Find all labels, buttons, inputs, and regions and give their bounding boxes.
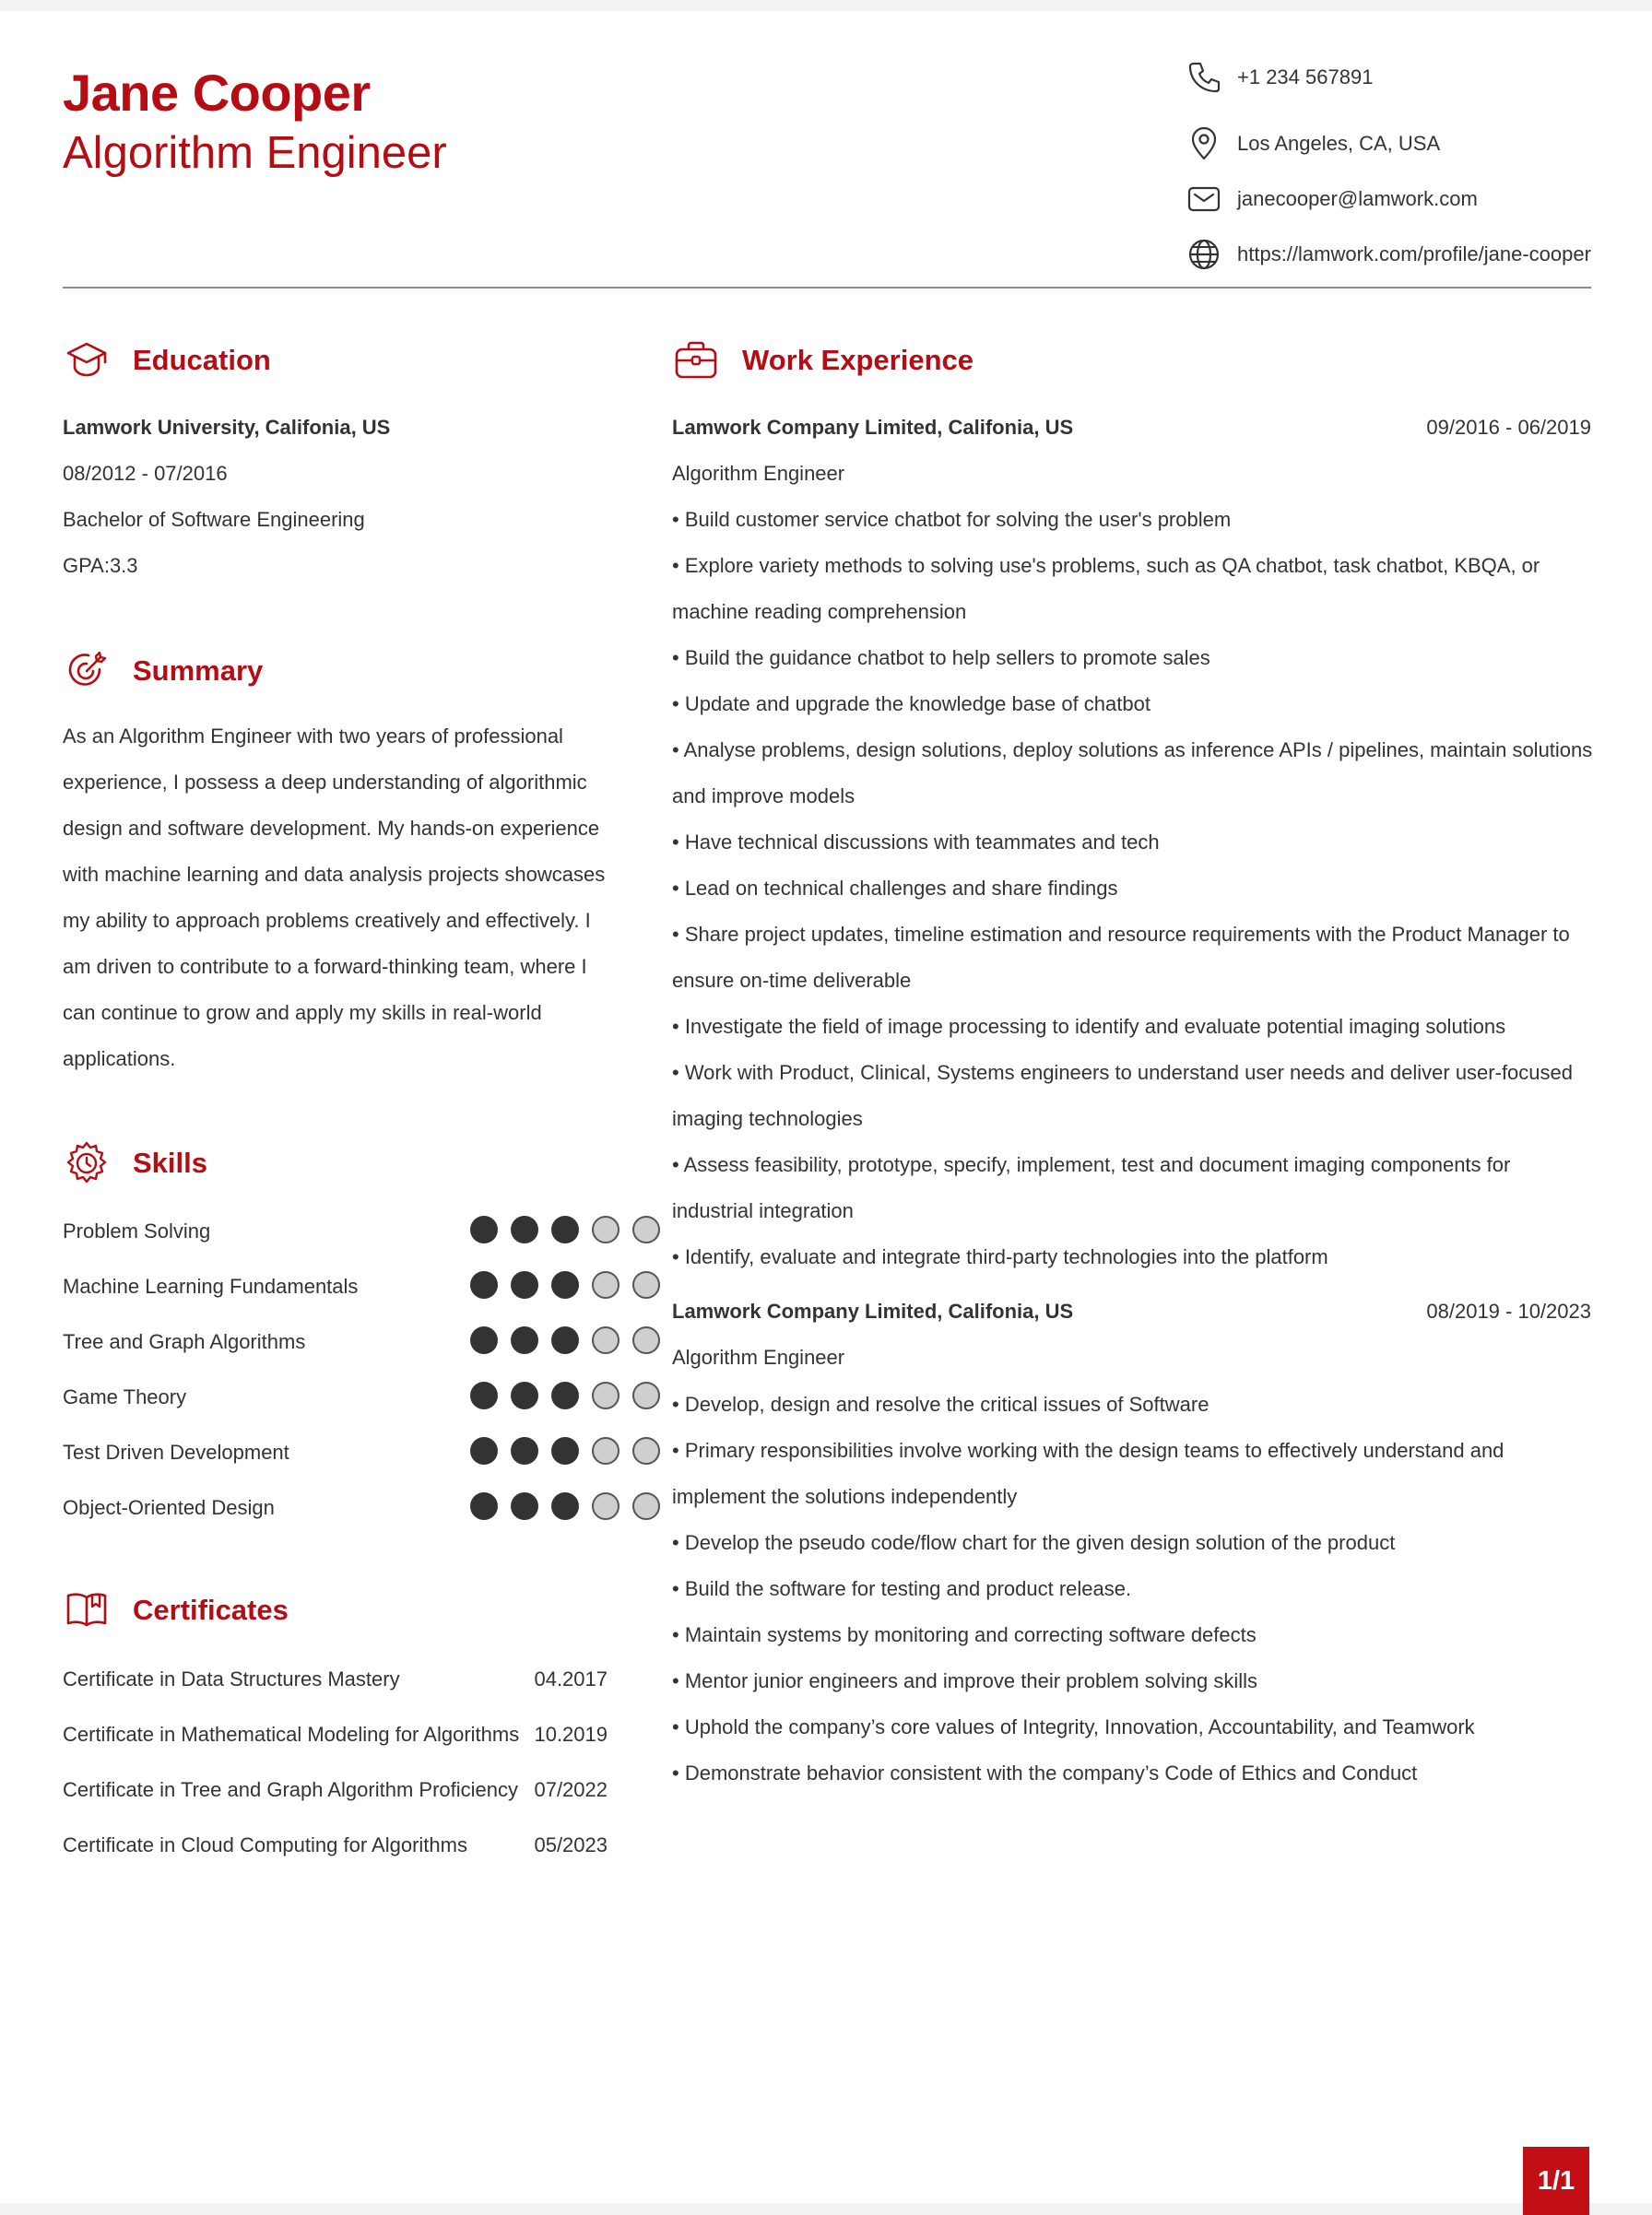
job-bullet: • Explore variety methods to solving use's problems, such as QA chatbot, task chatbot, KBQA, or machine reading comprehension bbox=[672, 554, 1540, 623]
job-responsibilities bbox=[672, 497, 1594, 1280]
education-degree: Bachelor of Software Engineering bbox=[63, 508, 365, 531]
rating-dot-empty bbox=[632, 1382, 660, 1409]
job-bullet: • Have technical discussions with teammates and tech bbox=[672, 831, 1160, 854]
skill-item bbox=[63, 1269, 607, 1306]
job-bullet: • Share project updates, timeline estimation and resource requirements with the Product Manager to ensure on-time deliverable bbox=[672, 923, 1570, 992]
rating-dot-filled bbox=[551, 1216, 579, 1243]
job-bullet: • Assess feasibility, prototype, specify, implement, test and document imaging components for industrial integration bbox=[672, 1153, 1511, 1222]
job-bullet: • Build the guidance chatbot to help sellers to promote sales bbox=[672, 646, 1210, 669]
rating-dot-empty bbox=[592, 1492, 620, 1520]
rating-dot-filled bbox=[511, 1326, 538, 1354]
rating-dot-filled bbox=[551, 1326, 579, 1354]
page-indicator: 1/1 bbox=[1523, 2147, 1589, 2215]
rating-dot-filled bbox=[470, 1216, 498, 1243]
skills-section-header bbox=[63, 1137, 207, 1189]
job-company: Lamwork Company Limited, Califonia, US bbox=[672, 416, 1074, 439]
skill-rating bbox=[470, 1326, 673, 1354]
job-bullet: • Analyse problems, design solutions, deploy solutions as inference APIs / pipelines, maintain solutions and improve models bbox=[672, 738, 1593, 807]
contact-location-text: Los Angeles, CA, USA bbox=[1237, 132, 1441, 155]
skill-item bbox=[63, 1490, 607, 1527]
rating-dot-filled bbox=[511, 1437, 538, 1465]
rating-dot-empty bbox=[592, 1326, 620, 1354]
education-school: Lamwork University, Califonia, US bbox=[63, 416, 391, 439]
header-divider bbox=[63, 287, 1591, 289]
graduation-cap-icon bbox=[63, 336, 111, 384]
rating-dot-empty bbox=[632, 1216, 660, 1243]
contact-email[interactable] bbox=[1186, 181, 1478, 218]
envelope-icon bbox=[1186, 181, 1222, 218]
contact-website-link[interactable]: https://lamwork.com/profile/jane-cooper bbox=[1237, 242, 1591, 265]
rating-dot-filled bbox=[511, 1492, 538, 1520]
job-header bbox=[672, 416, 1591, 447]
job-dates: 08/2019 - 10/2023 bbox=[1426, 1300, 1591, 1323]
skill-item bbox=[63, 1435, 607, 1472]
job-bullet: • Uphold the company’s core values of Integrity, Innovation, Accountability, and Teamwork bbox=[672, 1715, 1475, 1738]
certificate-item bbox=[63, 1778, 608, 1809]
skill-rating bbox=[470, 1382, 673, 1409]
skills-heading: Skills bbox=[133, 1147, 207, 1179]
job-bullet: • Develop, design and resolve the critical issues of Software bbox=[672, 1393, 1210, 1416]
candidate-title: Algorithm Engineer bbox=[63, 128, 447, 178]
rating-dot-filled bbox=[551, 1382, 579, 1409]
job-bullet: • Lead on technical challenges and share findings bbox=[672, 877, 1118, 900]
certificate-date: 07/2022 bbox=[534, 1778, 608, 1801]
job-bullet: • Maintain systems by monitoring and correcting software defects bbox=[672, 1623, 1257, 1646]
certificates-heading: Certificates bbox=[133, 1594, 289, 1626]
skill-name: Machine Learning Fundamentals bbox=[63, 1275, 359, 1298]
job-bullet: • Update and upgrade the knowledge base of chatbot bbox=[672, 692, 1150, 715]
target-icon bbox=[63, 647, 111, 695]
job-bullet: • Develop the pseudo code/flow chart for the given design solution of the product bbox=[672, 1531, 1396, 1554]
contact-phone bbox=[1186, 59, 1373, 96]
job-bullet: • Investigate the field of image processing to identify and evaluate potential imaging solutions bbox=[672, 1015, 1506, 1038]
job-bullet: • Build the software for testing and product release. bbox=[672, 1577, 1132, 1600]
work-section-header bbox=[672, 335, 974, 386]
contact-website[interactable] bbox=[1186, 236, 1591, 273]
job-bullet: • Mentor junior engineers and improve their problem solving skills bbox=[672, 1669, 1257, 1692]
rating-dot-filled bbox=[511, 1382, 538, 1409]
certificate-name: Certificate in Tree and Graph Algorithm Proficiency bbox=[63, 1778, 519, 1801]
rating-dot-empty bbox=[592, 1382, 620, 1409]
rating-dot-empty bbox=[632, 1326, 660, 1354]
education-gpa: GPA:3.3 bbox=[63, 554, 138, 577]
rating-dot-empty bbox=[632, 1271, 660, 1299]
education-section-header bbox=[63, 335, 271, 386]
certificate-date: 05/2023 bbox=[534, 1833, 608, 1856]
skill-rating bbox=[470, 1437, 673, 1465]
job-role: Algorithm Engineer bbox=[672, 462, 845, 485]
rating-dot-empty bbox=[592, 1271, 620, 1299]
globe-icon bbox=[1186, 236, 1222, 273]
job-company: Lamwork Company Limited, Califonia, US bbox=[672, 1300, 1074, 1323]
job-bullet: • Work with Product, Clinical, Systems engineers to understand user needs and deliver user-focused imaging technologies bbox=[672, 1061, 1574, 1130]
skill-rating bbox=[470, 1492, 673, 1520]
job-bullet: • Identify, evaluate and integrate third-party technologies into the platform bbox=[672, 1245, 1328, 1268]
candidate-name: Jane Cooper bbox=[63, 64, 371, 122]
rating-dot-filled bbox=[470, 1271, 498, 1299]
job-bullet: • Primary responsibilities involve working with the design teams to effectively understand and implement the solutions independently bbox=[672, 1439, 1504, 1508]
job-responsibilities bbox=[672, 1382, 1594, 1797]
rating-dot-filled bbox=[511, 1271, 538, 1299]
work-heading: Work Experience bbox=[742, 344, 974, 376]
rating-dot-filled bbox=[511, 1216, 538, 1243]
certificate-date: 10.2019 bbox=[534, 1723, 608, 1746]
contact-phone-text: +1 234 567891 bbox=[1237, 65, 1374, 88]
phone-icon bbox=[1186, 59, 1222, 96]
skill-name: Game Theory bbox=[63, 1385, 187, 1408]
job-dates: 09/2016 - 06/2019 bbox=[1426, 416, 1591, 439]
rating-dot-filled bbox=[470, 1492, 498, 1520]
rating-dot-filled bbox=[470, 1437, 498, 1465]
education-heading: Education bbox=[133, 344, 271, 376]
skill-name: Test Driven Development bbox=[63, 1441, 289, 1464]
education-dates: 08/2012 - 07/2016 bbox=[63, 462, 228, 485]
briefcase-icon bbox=[672, 336, 720, 384]
location-pin-icon bbox=[1186, 125, 1222, 162]
open-book-icon bbox=[63, 1586, 111, 1634]
job-role: Algorithm Engineer bbox=[672, 1346, 845, 1369]
rating-dot-filled bbox=[551, 1437, 579, 1465]
rating-dot-empty bbox=[632, 1437, 660, 1465]
skill-item bbox=[63, 1325, 607, 1361]
gear-clock-icon bbox=[63, 1139, 111, 1187]
certificate-name: Certificate in Cloud Computing for Algorithms bbox=[63, 1833, 467, 1856]
skill-name: Problem Solving bbox=[63, 1219, 211, 1243]
summary-heading: Summary bbox=[133, 654, 264, 687]
contact-location bbox=[1186, 125, 1440, 162]
certificate-name: Certificate in Mathematical Modeling for Algorithms bbox=[63, 1723, 520, 1746]
contact-email-text[interactable]: janecooper@lamwork.com bbox=[1237, 187, 1478, 210]
skill-item bbox=[63, 1380, 607, 1417]
skill-item bbox=[63, 1214, 607, 1251]
rating-dot-filled bbox=[551, 1271, 579, 1299]
summary-section-header bbox=[63, 645, 263, 697]
rating-dot-filled bbox=[470, 1326, 498, 1354]
resume-page bbox=[0, 11, 1652, 2203]
certificate-name: Certificate in Data Structures Mastery bbox=[63, 1667, 400, 1691]
rating-dot-filled bbox=[470, 1382, 498, 1409]
skill-rating bbox=[470, 1271, 673, 1299]
rating-dot-empty bbox=[592, 1437, 620, 1465]
certificates-section-header bbox=[63, 1585, 289, 1636]
rating-dot-filled bbox=[551, 1492, 579, 1520]
skill-name: Tree and Graph Algorithms bbox=[63, 1330, 306, 1353]
certificate-date: 04.2017 bbox=[534, 1667, 608, 1691]
rating-dot-empty bbox=[632, 1492, 660, 1520]
certificate-item bbox=[63, 1833, 608, 1865]
certificate-item bbox=[63, 1667, 608, 1699]
summary-text: As an Algorithm Engineer with two years of professional experience, I possess a deep understanding of algorithmic design and software development. My hands-on experience with machine learning and data analysis projects showcases my ability to approach problems creatively and effectively. I am driven to contribute to a forward-thinking team, where I can continue to grow and apply my skills in real-world applications. bbox=[63, 725, 606, 1070]
job-bullet: • Demonstrate behavior consistent with the company’s Code of Ethics and Conduct bbox=[672, 1761, 1418, 1785]
skill-rating bbox=[470, 1216, 673, 1243]
skill-name: Object-Oriented Design bbox=[63, 1496, 275, 1519]
rating-dot-empty bbox=[592, 1216, 620, 1243]
certificate-item bbox=[63, 1723, 608, 1754]
job-bullet: • Build customer service chatbot for solving the user's problem bbox=[672, 508, 1232, 531]
job-header bbox=[672, 1300, 1591, 1331]
